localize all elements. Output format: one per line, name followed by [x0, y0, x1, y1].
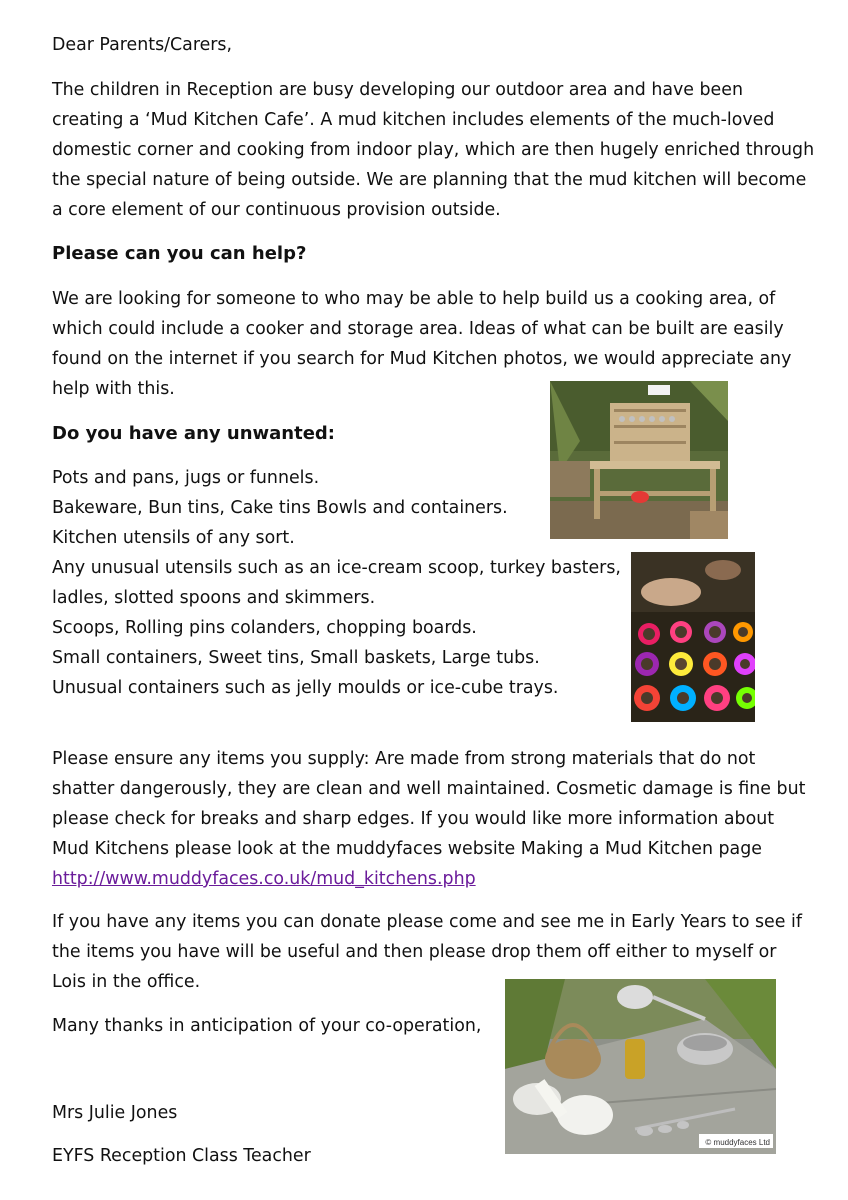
help-line-3: found on the internet if you search for Mud Kitchen photos, we would appreciate any: [52, 349, 792, 369]
intro-line-3: domestic corner and cooking from indoor play, which are then hugely enriched through: [52, 140, 815, 160]
signature-name: Mrs Julie Jones: [52, 1103, 178, 1123]
unwanted-item-8: Unusual containers such as jelly moulds or ice-cube trays.: [52, 678, 559, 698]
unwanted-item-4: Any unusual utensils such as an ice-cream scoop, turkey basters,: [52, 558, 621, 578]
ensure-line-1: Please ensure any items you supply: Are made from strong materials that do not: [52, 749, 756, 769]
ensure-line-3: please check for breaks and sharp edges. If you would like more information about: [52, 809, 775, 829]
thanks-line: Many thanks in anticipation of your co-operation,: [52, 1016, 482, 1036]
unwanted-item-1: Pots and pans, jugs or funnels.: [52, 468, 320, 488]
help-line-1: We are looking for someone to who may be able to help build us a cooking area, of: [52, 289, 776, 309]
donate-line-3: Lois in the office.: [52, 972, 201, 992]
greeting: Dear Parents/Carers,: [52, 35, 233, 55]
mud-kitchen-photo: [550, 381, 728, 539]
help-heading: Please can you can help?: [52, 243, 307, 264]
intro-line-5: a core element of our continuous provision outside.: [52, 200, 501, 220]
unwanted-item-7: Small containers, Sweet tins, Small baskets, Large tubs.: [52, 648, 540, 668]
signature-role: EYFS Reception Class Teacher: [52, 1146, 311, 1166]
ensure-line-4: Mud Kitchens please look at the muddyfaces website Making a Mud Kitchen page: [52, 839, 762, 859]
jelly-moulds-photo: [631, 552, 755, 722]
help-line-4: help with this.: [52, 379, 175, 399]
unwanted-heading: Do you have any unwanted:: [52, 423, 335, 444]
unwanted-item-6: Scoops, Rolling pins colanders, chopping boards.: [52, 618, 477, 638]
utensils-photo: [505, 979, 776, 1154]
intro-line-2: creating a ‘Mud Kitchen Cafe’. A mud kitchen includes elements of the much-loved: [52, 110, 775, 130]
intro-line-1: The children in Reception are busy developing our outdoor area and have been: [52, 80, 743, 100]
donate-line-2: the items you have will be useful and then please drop them off either to myself or: [52, 942, 777, 962]
muddyfaces-link[interactable]: http://www.muddyfaces.co.uk/mud_kitchens.php: [52, 869, 476, 889]
ensure-line-2: shatter dangerously, they are clean and well maintained. Cosmetic damage is fine but: [52, 779, 806, 799]
help-line-2: which could include a cooker and storage area. Ideas of what can be built are easily: [52, 319, 784, 339]
unwanted-item-5: ladles, slotted spoons and skimmers.: [52, 588, 376, 608]
intro-line-4: the special nature of being outside. We are planning that the mud kitchen will become: [52, 170, 807, 190]
unwanted-item-2: Bakeware, Bun tins, Cake tins Bowls and containers.: [52, 498, 508, 518]
unwanted-item-3: Kitchen utensils of any sort.: [52, 528, 295, 548]
donate-line-1: If you have any items you can donate please come and see me in Early Years to see if: [52, 912, 802, 932]
photo-credit: © muddyfaces Ltd: [705, 1138, 770, 1147]
